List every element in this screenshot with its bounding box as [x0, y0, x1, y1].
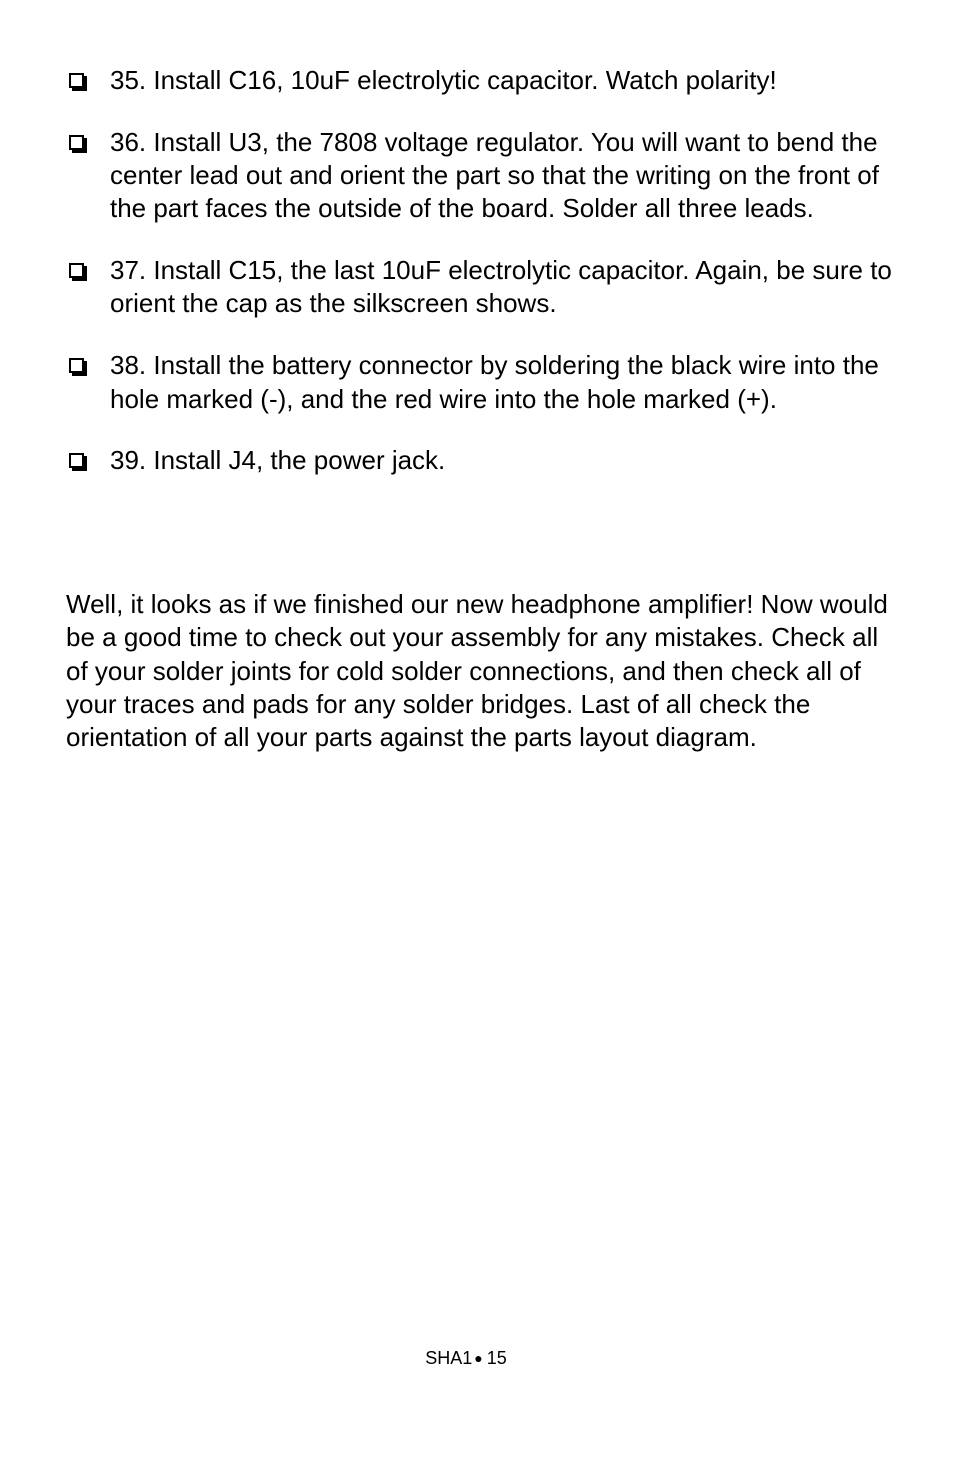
step-text: 36. Install U3, the 7808 voltage regulator. You will want to bend the center lead out and orient the part so that the writing on the front of the part faces the outside of the board. Solder all three leads. [110, 126, 879, 224]
page-footer [0, 1346, 932, 1370]
checkbox-icon[interactable] [69, 358, 84, 373]
bullet-icon: ● [474, 1350, 483, 1366]
checklist-item [66, 126, 896, 226]
checkbox-icon[interactable] [69, 135, 84, 150]
checklist-item [66, 349, 896, 416]
page-number: 15 [486, 1348, 507, 1368]
checklist-item [66, 64, 896, 97]
checkbox-icon[interactable] [69, 263, 84, 278]
step-text: 38. Install the battery connector by soldering the black wire into the hole marked (-), and the red wire into the hole marked (+). [110, 350, 879, 414]
checkbox-icon[interactable] [69, 73, 84, 88]
footer-label: SHA1 [425, 1348, 473, 1368]
checklist-item [66, 444, 896, 477]
assembly-checklist [66, 64, 896, 506]
checkbox-icon[interactable] [69, 453, 84, 468]
step-text: 35. Install C16, 10uF electrolytic capacitor. Watch polarity! [110, 65, 777, 95]
step-text: 39. Install J4, the power jack. [110, 445, 446, 476]
step-text: 37. Install C15, the last 10uF electrolytic capacitor. Again, be sure to orient the cap as the silkscreen shows. [110, 255, 892, 319]
checklist-item [66, 254, 896, 321]
closing-paragraph: Well, it looks as if we finished our new headphone amplifier! Now would be a good time to check out your assembly for any mistakes. Check all of your solder joints for cold solder connections, and then check all of your traces and pads for any solder bridges. Last of all check the orientation of all your parts against the parts layout diagram. [66, 589, 888, 753]
